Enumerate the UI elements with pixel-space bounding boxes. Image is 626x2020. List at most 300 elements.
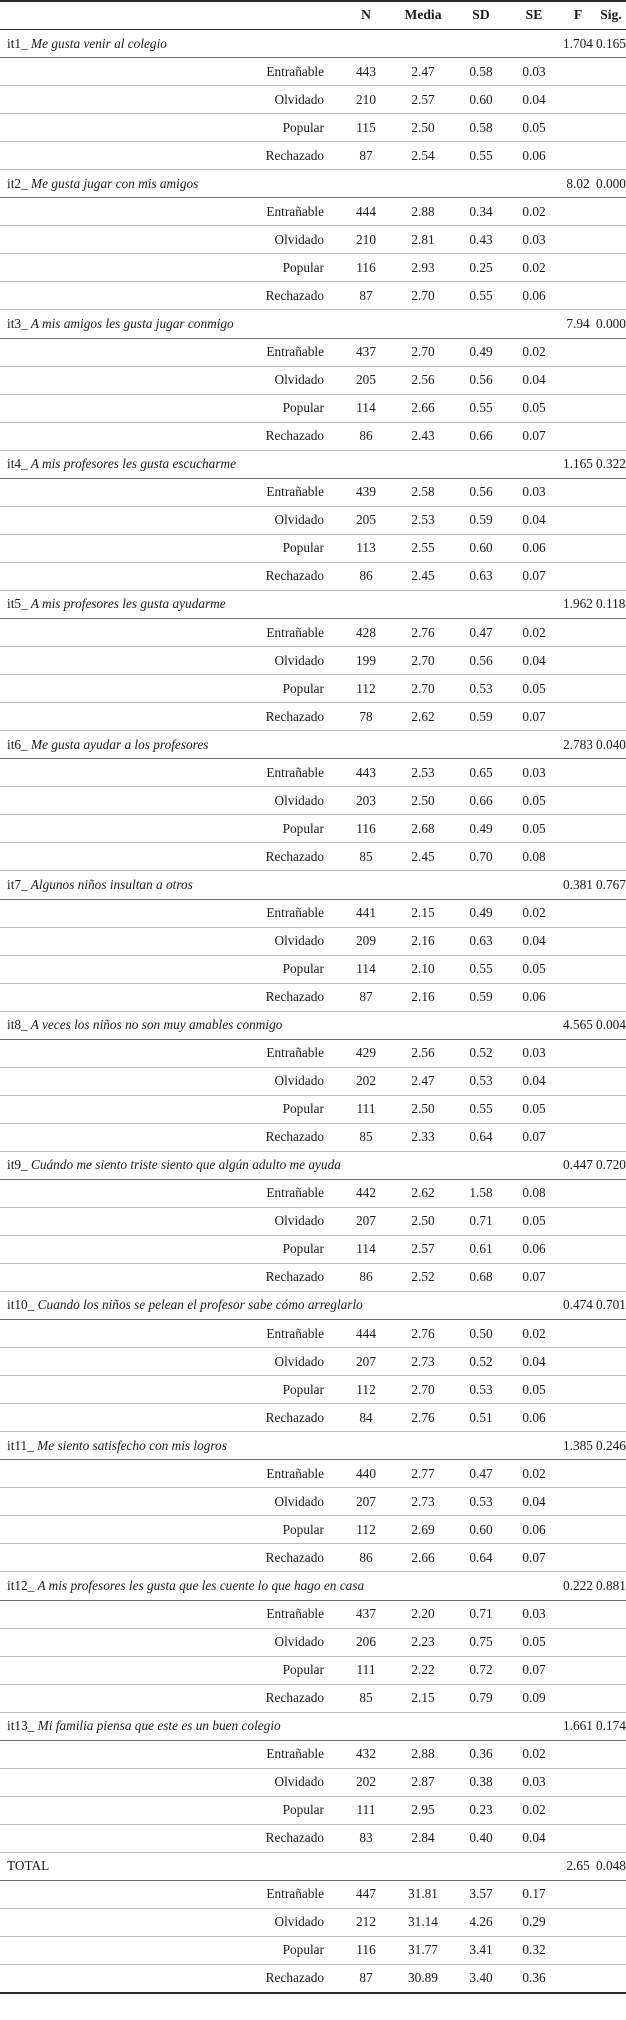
cell-se: 0.06 [508, 1404, 560, 1432]
row-indent-cell [0, 58, 228, 86]
cell-sig [596, 1488, 626, 1516]
table-row [0, 1600, 626, 1628]
cell-sd: 0.51 [454, 1404, 508, 1432]
cell-se: 0.06 [508, 1235, 560, 1263]
cell-se: 0.02 [508, 1460, 560, 1488]
cell-sd: 0.55 [454, 955, 508, 983]
cell-sig [596, 534, 626, 562]
cell-sd: 0.36 [454, 1740, 508, 1768]
cell-n: 86 [340, 422, 392, 450]
group-label: Popular [228, 1936, 340, 1964]
row-indent-cell [0, 899, 228, 927]
item-text: Me gusta venir al colegio [31, 35, 167, 51]
table-row [0, 1460, 626, 1488]
cell-sig [596, 114, 626, 142]
item-f-value: 0.222 [560, 1572, 596, 1600]
table-row [0, 1123, 626, 1151]
cell-media: 2.76 [392, 1320, 454, 1348]
item-sig-value: 0.000 [596, 170, 626, 198]
group-label: Olvidado [228, 1207, 340, 1235]
table-row [0, 703, 626, 731]
table-row [0, 899, 626, 927]
cell-f [560, 1880, 596, 1908]
item-text: Mi familia piensa que este es un buen colegio [37, 1718, 281, 1734]
item-text: A mis profesores les gusta que les cuente lo que hago en casa [37, 1577, 365, 1593]
cell-se: 0.02 [508, 899, 560, 927]
group-label: Olvidado [228, 927, 340, 955]
table-row [0, 338, 626, 366]
group-label: Olvidado [228, 1768, 340, 1796]
row-indent-cell [0, 1039, 228, 1067]
item-sig-value: 0.322 [596, 450, 626, 478]
cell-media: 2.10 [392, 955, 454, 983]
group-label: Popular [228, 254, 340, 282]
cell-sig [596, 1067, 626, 1095]
table-row [0, 1348, 626, 1376]
cell-n: 83 [340, 1824, 392, 1852]
item-text: Me gusta ayudar a los profesores [31, 736, 209, 752]
item-text: Algunos niños insultan a otros [30, 876, 193, 892]
cell-se: 0.02 [508, 619, 560, 647]
cell-sd: 0.50 [454, 1320, 508, 1348]
cell-n: 87 [340, 142, 392, 170]
cell-sig [596, 1544, 626, 1572]
cell-media: 2.22 [392, 1656, 454, 1684]
cell-media: 2.73 [392, 1488, 454, 1516]
item-prefix: it10_ [7, 1297, 35, 1313]
cell-se: 0.04 [508, 1488, 560, 1516]
item-text: A mis amigos les gusta jugar conmigo [30, 315, 234, 331]
cell-f [560, 1516, 596, 1544]
cell-se: 0.04 [508, 506, 560, 534]
row-indent-cell [0, 198, 228, 226]
cell-sig [596, 1348, 626, 1376]
row-indent-cell [0, 226, 228, 254]
cell-f [560, 703, 596, 731]
cell-media: 2.56 [392, 366, 454, 394]
item-f-value: 8.02 [560, 170, 596, 198]
table-row [0, 1488, 626, 1516]
item-f-value: 2.783 [560, 731, 596, 759]
cell-se: 0.02 [508, 338, 560, 366]
item-header-row [0, 1712, 626, 1740]
table-row [0, 58, 626, 86]
table-row [0, 534, 626, 562]
cell-sig [596, 787, 626, 815]
cell-media: 2.20 [392, 1600, 454, 1628]
row-indent-cell [0, 534, 228, 562]
cell-n: 212 [340, 1908, 392, 1936]
item-prefix: it4_ [7, 456, 28, 472]
cell-n: 87 [340, 983, 392, 1011]
cell-sig [596, 1235, 626, 1263]
row-indent-cell [0, 1824, 228, 1852]
table-row [0, 366, 626, 394]
cell-sig [596, 1824, 626, 1852]
cell-media: 2.84 [392, 1824, 454, 1852]
item-prefix: it7_ [7, 876, 28, 892]
group-label: Entrañable [228, 1740, 340, 1768]
cell-sd: 0.49 [454, 899, 508, 927]
cell-sd: 0.68 [454, 1263, 508, 1291]
cell-se: 0.06 [508, 534, 560, 562]
cell-sd: 0.66 [454, 787, 508, 815]
row-indent-cell [0, 1880, 228, 1908]
cell-sig [596, 478, 626, 506]
group-label: Popular [228, 1516, 340, 1544]
cell-f [560, 142, 596, 170]
row-indent-cell [0, 759, 228, 787]
row-indent-cell [0, 955, 228, 983]
row-indent-cell [0, 366, 228, 394]
cell-sd: 0.43 [454, 226, 508, 254]
cell-se: 0.03 [508, 478, 560, 506]
row-indent-cell [0, 1964, 228, 1993]
cell-media: 2.88 [392, 198, 454, 226]
cell-se: 0.07 [508, 703, 560, 731]
cell-f [560, 927, 596, 955]
cell-media: 2.70 [392, 282, 454, 310]
item-sig-value: 0.174 [596, 1712, 626, 1740]
item-f-value: 0.474 [560, 1291, 596, 1319]
cell-n: 112 [340, 1516, 392, 1544]
cell-n: 432 [340, 1740, 392, 1768]
item-header-row [0, 1011, 626, 1039]
cell-se: 0.07 [508, 1123, 560, 1151]
table-row [0, 955, 626, 983]
row-indent-cell [0, 619, 228, 647]
item-prefix: it5_ [7, 596, 28, 612]
cell-se: 0.07 [508, 1656, 560, 1684]
table-row [0, 86, 626, 114]
group-label: Olvidado [228, 1348, 340, 1376]
row-indent-cell [0, 927, 228, 955]
cell-f [560, 1908, 596, 1936]
item-header-row [0, 1151, 626, 1179]
item-label-cell [0, 590, 560, 618]
item-sig-value: 0.881 [596, 1572, 626, 1600]
cell-f [560, 1628, 596, 1656]
cell-n: 114 [340, 955, 392, 983]
cell-sig [596, 1936, 626, 1964]
cell-n: 86 [340, 1263, 392, 1291]
item-f-value: 1.165 [560, 450, 596, 478]
cell-media: 2.54 [392, 142, 454, 170]
cell-media: 2.68 [392, 815, 454, 843]
cell-media: 2.15 [392, 899, 454, 927]
row-indent-cell [0, 1628, 228, 1656]
group-label: Popular [228, 1656, 340, 1684]
cell-f [560, 899, 596, 927]
cell-se: 0.03 [508, 1039, 560, 1067]
row-indent-cell [0, 1263, 228, 1291]
cell-media: 2.47 [392, 58, 454, 86]
cell-media: 2.53 [392, 506, 454, 534]
cell-sig [596, 1179, 626, 1207]
cell-media: 2.69 [392, 1516, 454, 1544]
table-row [0, 478, 626, 506]
cell-sig [596, 366, 626, 394]
cell-f [560, 422, 596, 450]
cell-n: 111 [340, 1095, 392, 1123]
table-row [0, 1824, 626, 1852]
cell-f [560, 534, 596, 562]
group-label: Rechazado [228, 1404, 340, 1432]
cell-f [560, 983, 596, 1011]
cell-sig [596, 983, 626, 1011]
cell-n: 206 [340, 1628, 392, 1656]
row-indent-cell [0, 647, 228, 675]
item-label-cell [0, 30, 560, 58]
cell-se: 0.04 [508, 1824, 560, 1852]
group-label: Entrañable [228, 58, 340, 86]
cell-se: 0.09 [508, 1684, 560, 1712]
cell-sd: 0.65 [454, 759, 508, 787]
cell-se: 0.17 [508, 1880, 560, 1908]
cell-sd: 0.53 [454, 1488, 508, 1516]
cell-media: 2.50 [392, 1207, 454, 1235]
table-row [0, 422, 626, 450]
group-label: Entrañable [228, 1179, 340, 1207]
cell-sig [596, 1123, 626, 1151]
cell-f [560, 1348, 596, 1376]
group-label: Olvidado [228, 1067, 340, 1095]
table-row [0, 1320, 626, 1348]
cell-n: 205 [340, 506, 392, 534]
cell-sig [596, 562, 626, 590]
item-label-cell [0, 450, 560, 478]
group-label: Popular [228, 114, 340, 142]
cell-media: 2.81 [392, 226, 454, 254]
cell-sig [596, 1964, 626, 1993]
item-f-value: 0.381 [560, 871, 596, 899]
cell-sig [596, 1207, 626, 1235]
cell-sig [596, 1095, 626, 1123]
cell-n: 87 [340, 282, 392, 310]
item-f-value: 1.704 [560, 30, 596, 58]
cell-n: 87 [340, 1964, 392, 1993]
item-f-value: 7.94 [560, 310, 596, 338]
table-row [0, 114, 626, 142]
cell-f [560, 1740, 596, 1768]
table-row [0, 1095, 626, 1123]
column-header-blank-group [228, 1, 340, 30]
item-header-row [0, 30, 626, 58]
cell-f [560, 1179, 596, 1207]
cell-sd: 0.55 [454, 282, 508, 310]
cell-media: 2.50 [392, 787, 454, 815]
cell-sig [596, 1600, 626, 1628]
cell-n: 85 [340, 1684, 392, 1712]
group-label: Rechazado [228, 1824, 340, 1852]
cell-se: 0.03 [508, 226, 560, 254]
cell-n: 443 [340, 58, 392, 86]
table-row [0, 254, 626, 282]
cell-sd: 0.75 [454, 1628, 508, 1656]
cell-sd: 0.23 [454, 1796, 508, 1824]
cell-sd: 1.58 [454, 1179, 508, 1207]
cell-sig [596, 506, 626, 534]
table-row [0, 1628, 626, 1656]
cell-media: 2.15 [392, 1684, 454, 1712]
cell-n: 429 [340, 1039, 392, 1067]
cell-se: 0.06 [508, 983, 560, 1011]
cell-f [560, 675, 596, 703]
cell-se: 0.06 [508, 142, 560, 170]
bottom-spacer [0, 1994, 626, 2020]
cell-f [560, 1656, 596, 1684]
row-indent-cell [0, 1488, 228, 1516]
row-indent-cell [0, 675, 228, 703]
cell-sd: 0.64 [454, 1123, 508, 1151]
item-label-cell [0, 1011, 560, 1039]
cell-se: 0.07 [508, 1544, 560, 1572]
cell-sd: 0.60 [454, 534, 508, 562]
cell-sd: 0.58 [454, 114, 508, 142]
table-row [0, 787, 626, 815]
group-label: Olvidado [228, 647, 340, 675]
row-indent-cell [0, 1544, 228, 1572]
cell-media: 2.23 [392, 1628, 454, 1656]
cell-se: 0.04 [508, 927, 560, 955]
group-label: Olvidado [228, 1628, 340, 1656]
cell-f [560, 1936, 596, 1964]
cell-se: 0.05 [508, 394, 560, 422]
group-label: Olvidado [228, 1488, 340, 1516]
cell-n: 116 [340, 254, 392, 282]
cell-f [560, 1320, 596, 1348]
cell-media: 2.45 [392, 562, 454, 590]
item-prefix: it8_ [7, 1017, 28, 1033]
table-row [0, 394, 626, 422]
row-indent-cell [0, 254, 228, 282]
cell-sd: 0.71 [454, 1207, 508, 1235]
cell-media: 2.56 [392, 1039, 454, 1067]
cell-sd: 3.57 [454, 1880, 508, 1908]
item-prefix: it9_ [7, 1157, 28, 1173]
column-header-sig: Sig. [596, 1, 626, 30]
group-label: Rechazado [228, 983, 340, 1011]
cell-sd: 0.60 [454, 86, 508, 114]
cell-media: 2.70 [392, 338, 454, 366]
cell-media: 2.77 [392, 1460, 454, 1488]
cell-sig [596, 1376, 626, 1404]
cell-sig [596, 282, 626, 310]
cell-se: 0.29 [508, 1908, 560, 1936]
cell-sd: 0.55 [454, 1095, 508, 1123]
row-indent-cell [0, 1656, 228, 1684]
cell-sig [596, 1460, 626, 1488]
group-label: Entrañable [228, 1039, 340, 1067]
cell-f [560, 1123, 596, 1151]
cell-se: 0.07 [508, 1263, 560, 1291]
group-label: Rechazado [228, 703, 340, 731]
cell-media: 2.70 [392, 1376, 454, 1404]
table-row [0, 282, 626, 310]
row-indent-cell [0, 282, 228, 310]
table-row [0, 1039, 626, 1067]
cell-n: 447 [340, 1880, 392, 1908]
row-indent-cell [0, 1348, 228, 1376]
cell-media: 2.53 [392, 759, 454, 787]
cell-se: 0.05 [508, 675, 560, 703]
cell-n: 116 [340, 1936, 392, 1964]
item-f-value: 1.385 [560, 1432, 596, 1460]
item-f-value: 1.962 [560, 590, 596, 618]
group-label: Olvidado [228, 1908, 340, 1936]
table-row [0, 1544, 626, 1572]
group-label: Rechazado [228, 142, 340, 170]
item-prefix: it3_ [7, 315, 28, 331]
cell-media: 2.16 [392, 927, 454, 955]
row-indent-cell [0, 506, 228, 534]
row-indent-cell [0, 1095, 228, 1123]
item-f-value: 4.565 [560, 1011, 596, 1039]
table-row [0, 843, 626, 871]
cell-n: 205 [340, 366, 392, 394]
cell-sd: 0.53 [454, 675, 508, 703]
cell-n: 207 [340, 1207, 392, 1235]
row-indent-cell [0, 1376, 228, 1404]
cell-media: 2.93 [392, 254, 454, 282]
cell-n: 85 [340, 1123, 392, 1151]
cell-media: 2.45 [392, 843, 454, 871]
table-row [0, 1768, 626, 1796]
table-row [0, 1179, 626, 1207]
group-label: Popular [228, 955, 340, 983]
item-f-value: 1.661 [560, 1712, 596, 1740]
cell-se: 0.05 [508, 1376, 560, 1404]
item-text: Me gusta jugar con mis amigos [31, 175, 199, 191]
item-prefix: it13_ [7, 1718, 35, 1734]
cell-sd: 3.40 [454, 1964, 508, 1993]
cell-sd: 0.61 [454, 1235, 508, 1263]
row-indent-cell [0, 843, 228, 871]
row-indent-cell [0, 114, 228, 142]
group-label: Olvidado [228, 226, 340, 254]
cell-se: 0.02 [508, 1796, 560, 1824]
cell-sd: 0.70 [454, 843, 508, 871]
cell-sig [596, 1880, 626, 1908]
item-label-cell [0, 1852, 560, 1880]
cell-f [560, 1964, 596, 1993]
row-indent-cell [0, 1320, 228, 1348]
cell-f [560, 86, 596, 114]
cell-se: 0.03 [508, 1600, 560, 1628]
cell-n: 444 [340, 198, 392, 226]
cell-media: 2.76 [392, 619, 454, 647]
item-prefix: it1_ [7, 35, 28, 51]
group-label: Popular [228, 1235, 340, 1263]
cell-sd: 0.47 [454, 619, 508, 647]
group-label: Entrañable [228, 338, 340, 366]
item-sig-value: 0.701 [596, 1291, 626, 1319]
item-sig-value: 0.048 [596, 1852, 626, 1880]
item-text: Me siento satisfecho con mis logros [37, 1437, 227, 1453]
cell-f [560, 478, 596, 506]
row-indent-cell [0, 86, 228, 114]
group-label: Entrañable [228, 478, 340, 506]
cell-n: 78 [340, 703, 392, 731]
table-row [0, 1516, 626, 1544]
cell-se: 0.03 [508, 1768, 560, 1796]
cell-n: 112 [340, 1376, 392, 1404]
table-row [0, 198, 626, 226]
group-label: Popular [228, 1095, 340, 1123]
item-header-row [0, 871, 626, 899]
cell-sig [596, 58, 626, 86]
cell-n: 116 [340, 815, 392, 843]
